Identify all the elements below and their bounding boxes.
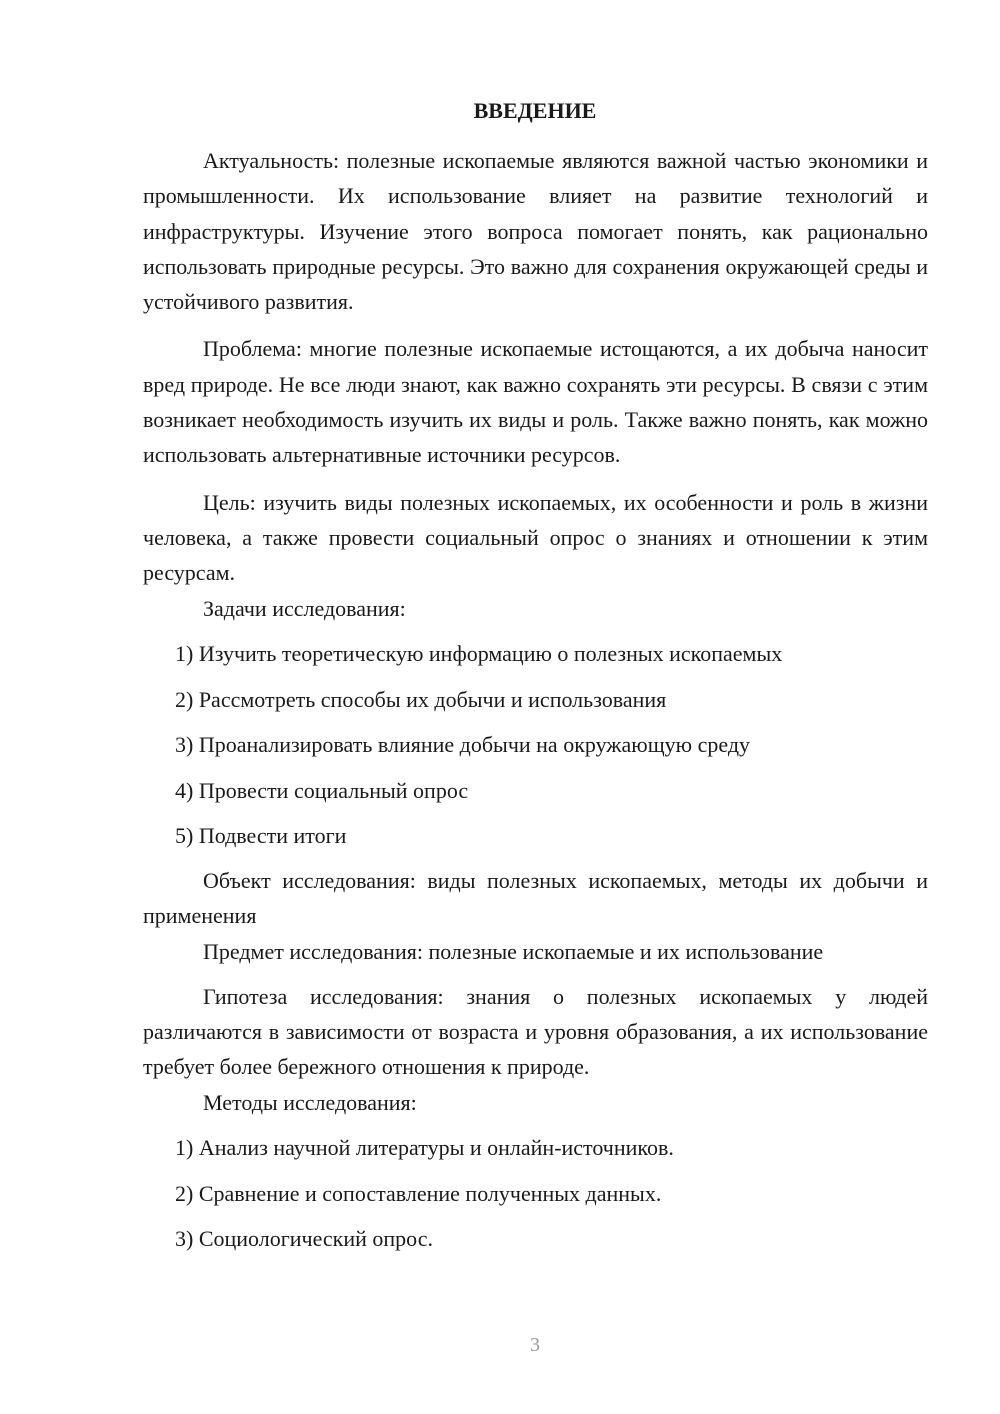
task-item: 1) Изучить теоретическую информацию о полезных ископаемых bbox=[175, 641, 783, 667]
task-item: 5) Подвести итоги bbox=[175, 823, 347, 849]
task-item: 2) Рассмотреть способы их добычи и использования bbox=[175, 686, 667, 712]
problem-paragraph: Проблема: многие полезные ископаемые истощаются, а их добыча наносит вред природе. Не все люди знают, как важно сохранять эти ресурсы. В связи с этим возникает необходимость изучить их виды и роль. Также важно понять, как можно использовать альтернативные источники ресурсов. bbox=[143, 336, 928, 468]
methods-list bbox=[143, 1130, 928, 1256]
method-item: 1) Анализ научной литературы и онлайн-источников. bbox=[175, 1135, 674, 1161]
methods-heading: Методы исследования: bbox=[203, 1089, 417, 1115]
method-item: 2) Сравнение и сопоставление полученных данных. bbox=[175, 1180, 662, 1206]
task-item: 4) Провести социальный опрос bbox=[175, 777, 469, 803]
object-paragraph: Объект исследования: виды полезных ископаемых, методы их добычи и применения bbox=[143, 868, 928, 929]
section-body bbox=[143, 143, 928, 1256]
tasks-list bbox=[143, 636, 928, 853]
page-number: 3 bbox=[530, 1334, 540, 1356]
hypothesis-paragraph: Гипотеза исследования: знания о полезных ископаемых у людей различаются в зависимости от возраста и уровня образования, а их использование требует более бережного отношения к природе. bbox=[143, 983, 928, 1080]
subject-paragraph: Предмет исследования: полезные ископаемые и их использование bbox=[203, 938, 824, 964]
relevance-paragraph: Актуальность: полезные ископаемые являются важной частью экономики и промышленности. Их использование влияет на развитие технологий и инфраструктуры. Изучение этого вопроса помогает понять, как рационально использовать природные ресурсы. Это важно для сохранения окружающей среды и устойчивого развития. bbox=[143, 148, 928, 315]
goal-paragraph: Цель: изучить виды полезных ископаемых, их особенности и роль в жизни человека, а также провести социальный опрос о знаниях и отношении к этим ресурсам. bbox=[143, 489, 928, 586]
tasks-heading: Задачи исследования: bbox=[203, 595, 406, 621]
section-title: ВВЕДЕНИЕ bbox=[473, 98, 597, 123]
task-item: 3) Проанализировать влияние добычи на окружающую среду bbox=[175, 732, 751, 758]
method-item: 3) Социологический опрос. bbox=[175, 1226, 433, 1252]
